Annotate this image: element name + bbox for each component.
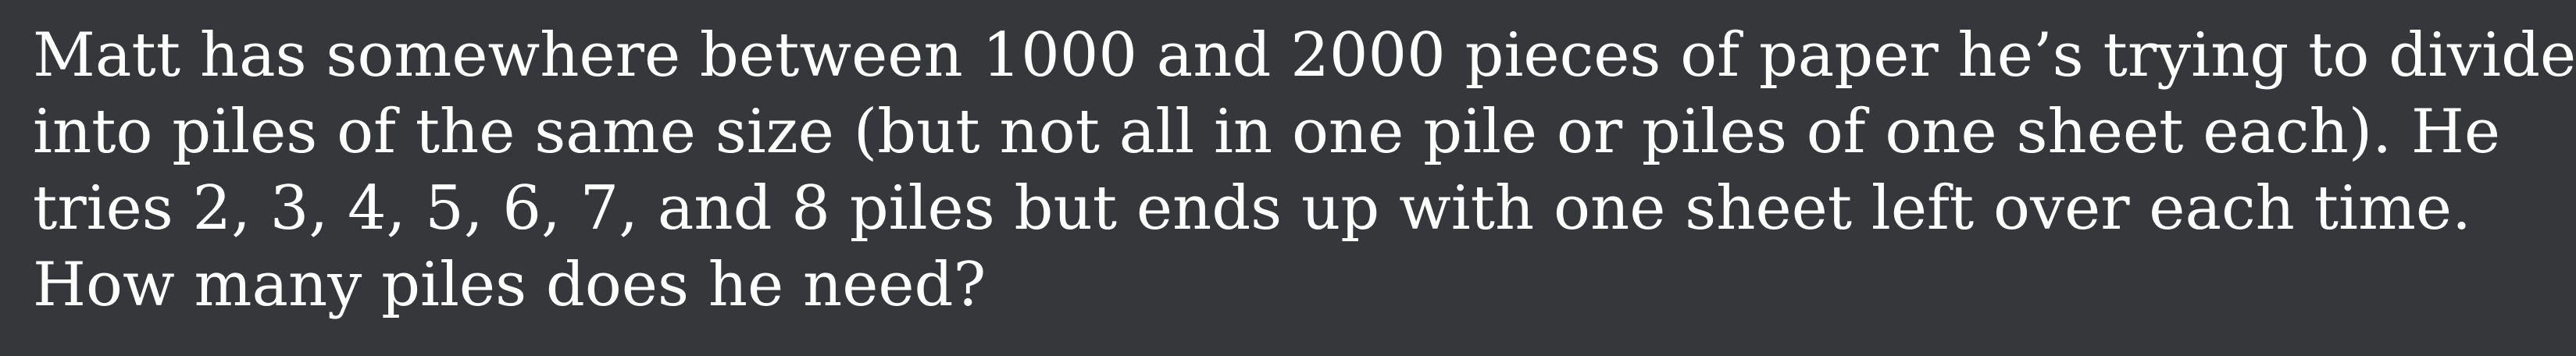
problem-line-1: Matt has somewhere between 1000 and 2000 pieces of paper he’s trying to divide	[33, 20, 2576, 91]
problem-line-3: tries 2, 3, 4, 5, 6, 7, and 8 piles but ends up with one sheet left over each time.	[33, 173, 2471, 244]
problem-line-2: into piles of the same size (but not all in one pile or piles of one sheet each). He	[33, 97, 2500, 167]
problem-statement	[33, 17, 2576, 323]
problem-line-4: How many piles does he need?	[33, 250, 987, 320]
